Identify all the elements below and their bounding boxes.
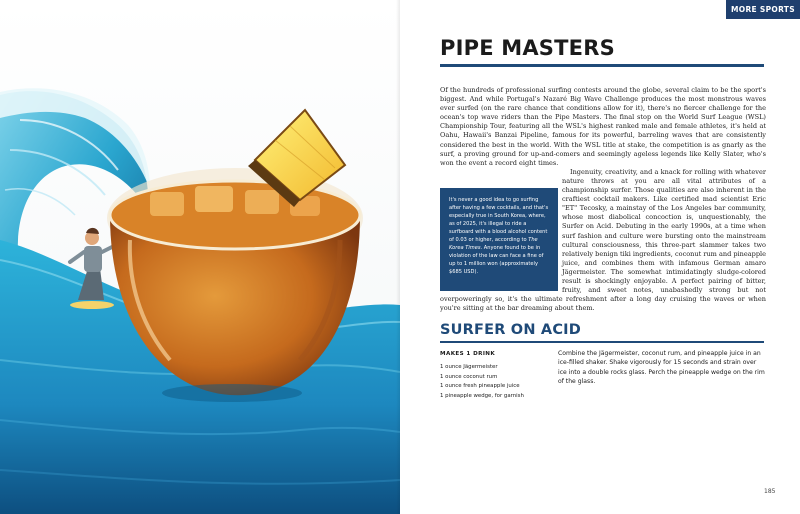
recipe-rule [440,341,764,343]
sidebar-source: The Korea Times [449,237,538,251]
ingredient-item: 1 ounce coconut rum [440,373,498,380]
sidebar-text-before: It's never a good idea to go surfing after having a few cocktails, and that's especially true in South Korea, where, as of 2025, it's illegal to ride a surfboard with a blood alcohol content of 0.03 or higher, according to [449,197,549,243]
page-number: 185 [764,488,776,495]
recipe-yield: MAKES 1 DRINK [440,351,496,357]
recipe-directions: Combine the Jägermeister, coconut rum, and pineapple juice in an ice-filled shaker. Shake vigorously for 15 seconds and strain over ice into a double rocks glass. Perch the pineapple wedge on the rim of the glass. [558,350,765,386]
ingredient-item: 1 ounce Jägermeister [440,364,498,370]
recipe-title: SURFER ON ACID [440,322,582,338]
section-tab: MORE SPORTS [726,0,800,19]
paragraph-2-text: Ingenuity, creativity, and a knack for rolling with whatever nature throws at you are all vital attributes of a championship surfer. Those qualities are also inherent in the craftiest cocktail makers. Like certified mad scientist Eric "ET" Tecosky, a mainstay of the Los Angeles bar community, whose most diabolical concoction is, unquestionably, the Surfer on Acid. Debuting in the early 1990s, at a time when surf fashion and culture were bursting onto the mainstream cultural consciousness, this three-part slammer takes two relatively benign tiki ingredients, coconut rum and pineapple juice, and combines them with infamous German amaro Jägermeister. The somewhat intimidatingly sludge-colored result is shockingly enjoyable. A perfect pairing of bitter, fruity, and sweet notes, unabashedly strong but not overpoweringly so, it's the ultimate refreshment after a long day cruising the waves or when you're sitting at the bar dreaming about them. [440,167,766,313]
paragraph-1: Of the hundreds of professional surfing contests around the globe, several claim to be the sport's biggest. And while Portugal's Nazaré Big Wave Challenge produces the most monstrous waves ever surfed (on the rare chance that conditions allow for it), there's no fiercer challenge for the ocean's top wave riders than the Pipe Masters. The final stop on the World Surf League (WSL) Championship Tour, featuring all the WSL's highest ranked male and female athletes, it's held at Oahu, Hawaii's Banzai Pipeline, famous for its powerful, barreling waves that are consistently considered the best in the world. With the WSL title at stake, the competition is as gnarly as the surf, a proving ground for up-and-comers and seemingly ageless legends like Kelly Slater, who's won the event a record eight times. [440,86,766,167]
sidebar-text-after: . Anyone found to be in violation of the law can face a fine of up to 1 million won (approximately $685 USD). [449,245,544,275]
right-page [400,0,800,514]
ingredient-list [440,363,524,401]
sidebar-note [440,188,558,291]
ingredient-item: 1 pineapple wedge, for garnish [440,392,524,399]
ingredient-item: 1 ounce fresh pineapple juice [440,383,520,389]
title-rule [440,64,764,67]
article-title: PIPE MASTERS [440,36,615,60]
